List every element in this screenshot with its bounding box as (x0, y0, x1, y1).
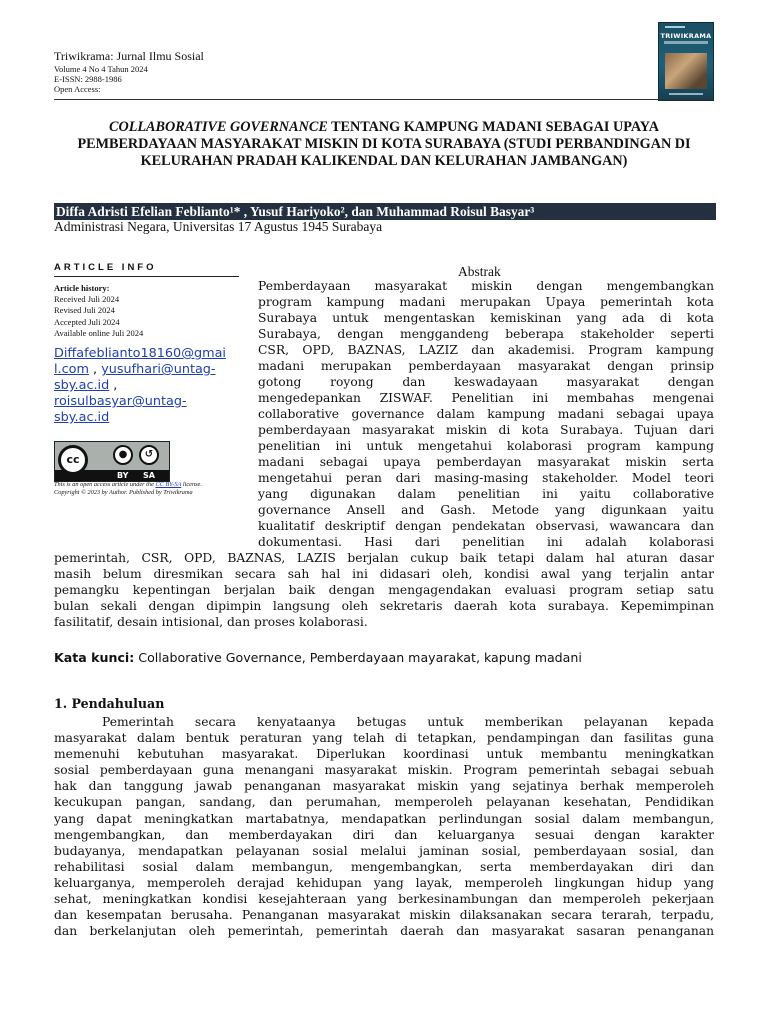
email-separator: , (109, 378, 118, 393)
body-line: sehat, meningkatkan kondisi kesejahteraan yang berkesinambungan dan memperoleh pekerjaan (54, 892, 714, 907)
abstract-line: pemerintah, CSR, OPD, BAZNAS, LAZIS berjalan cukup baik tetapi dalam hal aturan dasar (54, 551, 714, 565)
journal-meta (54, 64, 148, 94)
journal-access: Open Access: (54, 84, 101, 94)
body-line: budayanya, mendapatkan pelayanan sosial melalui jaminan sosial, pemberdayaan sosial, dan (54, 843, 714, 858)
title-italic-part: COLLABORATIVE GOVERNANCE (109, 119, 328, 135)
copyright: Copyright © 2023 by Author. Published by Triwikrama (54, 489, 193, 497)
cc-icon: cc (58, 445, 88, 475)
body-line: memenuhi kebutuhan masyarakat. Diperlukan koordinasi untuk membantu meningkatkan (54, 747, 714, 762)
abstract-line: fasilitatif, desain intisional, dan proses kolaborasi. (54, 615, 368, 629)
body-line: mengembangkan, dan memberdayakan diri dan keluarganya sesuai dengan karakter (54, 827, 714, 842)
abstract-line: collaborative governance dalam kampung madani sebagai upaya (258, 407, 714, 421)
body-line: sosial pemberdayaan guna menangani masyarakat miskin. Program pemerintah sebagai sebuah (54, 763, 714, 778)
abstract-line: penelitian ini untuk mengetahui kolaborasi program kampung (258, 439, 714, 453)
abstract-line: governance Ansell and Gash. Metode yang digunkaan yaitu (258, 503, 714, 517)
history-received: Received Juli 2024 (54, 294, 120, 305)
abstract-line: pemberdayaan masyarakat miskin di kota Surabaya. Tujuan dari (258, 423, 714, 437)
cc-sa-label: SA (143, 471, 155, 480)
abstract-line: CSR, OPD, BAZNAS, LAZIZ dan akademisi. Program kampung (258, 343, 714, 357)
cc-by-sa-badge[interactable] (54, 441, 170, 482)
abstract-line: program kampung madani merupakan Upaya pemerintah kota (258, 295, 714, 309)
journal-volume: Volume 4 No 4 Tahun 2024 (54, 64, 148, 74)
author-list: Diffa Adristi Efelian Feblianto¹* , Yusuf Hariyoko², dan Muhammad Roisul Basyar³ (56, 204, 535, 219)
abstract-line: Pemberdayaan masyarakat miskin dengan mengembangkan (258, 279, 714, 293)
header-divider (54, 99, 714, 100)
email-separator: , (88, 362, 102, 377)
body-line: hak dan tanggung jawab penanganan masyarakat miskin yang sejatinya berhak memperoleh (54, 779, 714, 794)
license-link[interactable]: CC BY-SA (155, 481, 182, 488)
abstract-continuation (54, 550, 714, 630)
journal-name: Triwikrama: Jurnal Ilmu Sosial (54, 49, 204, 63)
license-pre: This is an open access article under the (54, 481, 156, 488)
email-link-3[interactable]: roisulbasyar@untag- (54, 394, 187, 409)
abstract-line: mengetahui peran dari masing-masing stakeholder. Model teori (258, 471, 714, 485)
section-body (54, 714, 714, 939)
abstract-line: bulan sekali dengan dipimpin langsung oleh sekretaris daerah kota surabaya. Kepemimpinan (54, 599, 714, 613)
email-link-1[interactable]: Diffafeblianto18160@gmai (54, 346, 226, 361)
abstract-body (258, 278, 714, 550)
article-history (54, 283, 143, 339)
body-line: dan berkelanjutan oleh pemerintah, pemerintah daerah dan masyarakat sasaran penanganan (54, 924, 714, 939)
body-line: rehabilitasi sosial dalam membangun, mengembangkan, serta memberdayakan diri dan (54, 859, 714, 874)
cover-photo (665, 53, 707, 89)
journal-eissn: E-ISSN: 2988-1986 (54, 74, 122, 84)
body-line: Pemerintah secara kenyataanya betugas untuk memberikan pelayanan kepada (102, 715, 714, 729)
body-line: masyarakat dalam bentuk peraturan yang telah di tetapkan, pendampingan dan fasilitas guna (54, 731, 714, 746)
abstract-line: Surabaya, dengan menggandeng beberapa stakeholder seperti (258, 327, 714, 341)
affiliation: Administrasi Negara, Universitas 17 Agustus 1945 Surabaya (54, 219, 383, 234)
article-info-divider (54, 276, 239, 277)
body-line: yang dapat meningkatkan martabatnya, mendapatkan perlindungan sosial dalam membangun, (54, 811, 714, 826)
history-online: Available online Juli 2024 (54, 327, 144, 338)
history-revised: Revised Juli 2024 (54, 305, 115, 316)
email-link-1-cont[interactable]: l.com (54, 362, 89, 377)
keywords (54, 650, 582, 665)
abstract-line: mengedepankan ZISWAF. Penelitian ini membahas mengenai (258, 391, 714, 405)
keywords-text: Collaborative Governance, Pemberdayaan mayarakat, kapung madani (134, 650, 582, 665)
cover-footer-bar (669, 93, 703, 95)
paper-title (60, 119, 708, 170)
cc-by-label: BY (117, 471, 129, 480)
by-person-icon: ● (113, 445, 133, 465)
license-post: license. (181, 481, 202, 488)
journal-cover-image (658, 22, 714, 101)
abstract-line: gotong royong dan keswadayaan masyarakat dengan (258, 375, 714, 389)
body-line: dan kesempatan berusaha. Penanganan masyarakat miskin dilaksanakan secara terarah, terpadu, (54, 908, 714, 923)
title-rest: TENTANG KAMPUNG MADANI SEBAGAI UPAYA PEMBERDAYAAN MASYARAKAT MISKIN DI KOTA SURABAYA (STUDI PERBANDINGAN DI KELURAHAN PRADAH KALIKENDAL DAN KELURAHAN JAMBANGAN) (77, 119, 691, 169)
article-info-heading: ARTICLE INFO (54, 262, 157, 273)
abstract-line: pemangku kepentingan berjalan baik dengan mengagendakan evaluasi program setiap satu (54, 583, 714, 597)
cover-title: TRIWIKRAMA (660, 32, 712, 40)
license-text (54, 481, 254, 497)
email-link-3-cont[interactable]: sby.ac.id (54, 410, 110, 425)
abstract-heading: Abstrak (458, 264, 501, 279)
abstract-line: yang digunakan dalam penelitian ini yaitu collaborative (258, 487, 714, 501)
body-line: kecukupan pangan, sandang, dan perumahan, memperoleh pelayanan kesehatan, Pendidikan (54, 795, 714, 810)
history-accepted: Accepted Juli 2024 (54, 316, 120, 327)
email-link-2-cont[interactable]: sby.ac.id (54, 378, 110, 393)
body-line: keluarganya, memperoleh derajad kehidupan yang layak, memperoleh lingkungan hidup yang (54, 875, 714, 890)
author-emails (54, 346, 239, 426)
abstract-line: madani sebagai upaya pemberdayan masyarakat miskin serta (258, 455, 714, 469)
share-alike-icon: ↺ (139, 445, 159, 465)
abstract-line: masih belum diresmikan secara sah hal ini didasari oleh, kondisi awal yang terjalin antar (54, 567, 714, 581)
email-link-2[interactable]: yusufhari@untag- (101, 362, 216, 377)
abstract-line: madani merupakan pemberdayaan masyarakat dengan prinsip (258, 359, 714, 373)
abstract-line: kualitatif deskriptif dengan pendekatan observasi, wawancara dan (258, 519, 714, 533)
history-label: Article history: (54, 283, 110, 293)
abstract-line: Surabaya untuk mengentaskan kemiskinan yang ada di kota (258, 311, 714, 325)
cover-top-bar (665, 26, 685, 28)
abstract-line: dokumentasi. Hasi dari penelitian ini adalah kolaborasi (258, 535, 714, 549)
section-heading: 1. Pendahuluan (54, 696, 165, 711)
cover-subtitle-bar (664, 41, 708, 44)
keywords-label: Kata kunci: (54, 650, 135, 665)
